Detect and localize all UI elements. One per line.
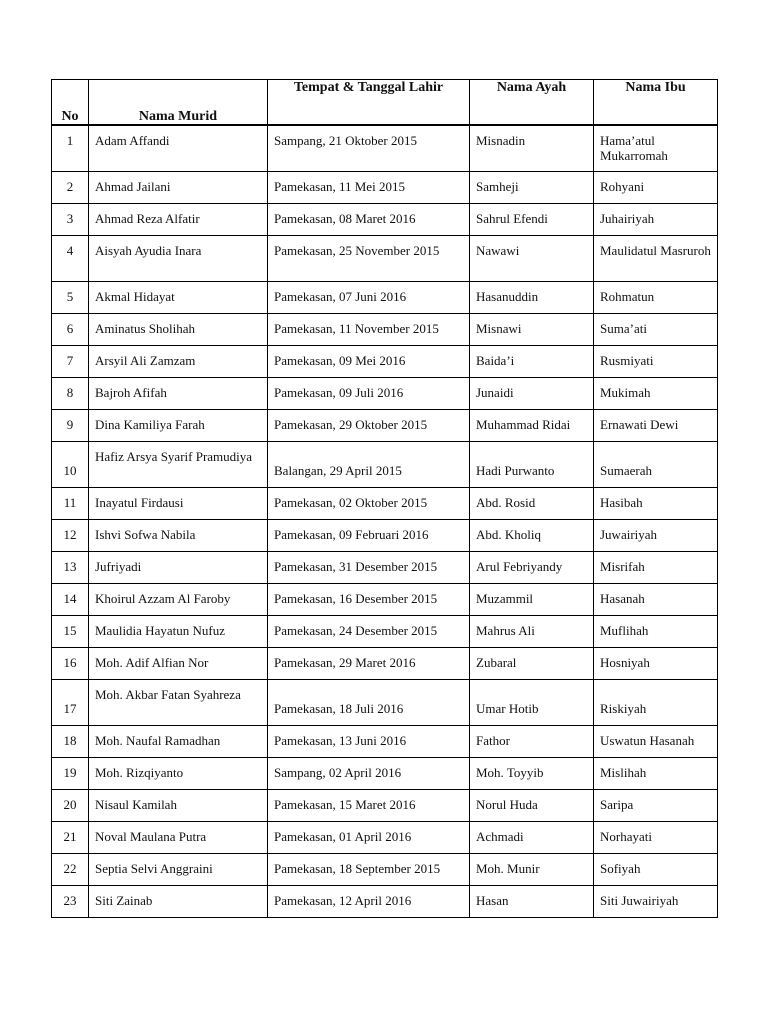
cell-nama-ayah-text: Muhammad Ridai (476, 417, 571, 432)
cell-tempat-tanggal-lahir-text: Pamekasan, 29 Maret 2016 (274, 655, 416, 670)
cell-no (52, 758, 89, 790)
table-row (52, 584, 718, 616)
cell-tempat-tanggal-lahir (268, 822, 470, 854)
cell-nama-ibu (594, 886, 718, 918)
table-row (52, 886, 718, 918)
cell-nama-ibu (594, 584, 718, 616)
cell-nama-murid (89, 854, 268, 886)
cell-nama-ayah (470, 488, 594, 520)
table-row (52, 282, 718, 314)
cell-nama-ayah-text: Fathor (476, 733, 510, 748)
cell-nama-ayah (470, 616, 594, 648)
cell-nama-murid (89, 346, 268, 378)
cell-nama-ayah-text: Arul Febriyandy (476, 559, 563, 574)
cell-nama-murid (89, 758, 268, 790)
cell-no-text: 2 (66, 179, 74, 194)
cell-nama-murid-text: Bajroh Afifah (95, 385, 167, 400)
cell-nama-ibu-text: Muflihah (600, 623, 649, 638)
header-no: No (52, 80, 89, 126)
cell-no-text: 6 (66, 321, 74, 336)
cell-tempat-tanggal-lahir (268, 758, 470, 790)
cell-no-text: 7 (66, 353, 74, 368)
cell-nama-ibu (594, 552, 718, 584)
cell-nama-murid-text: Arsyil Ali Zamzam (95, 353, 196, 368)
cell-nama-ayah (470, 410, 594, 442)
table-row (52, 680, 718, 726)
cell-nama-ibu (594, 488, 718, 520)
cell-nama-ibu (594, 314, 718, 346)
cell-tempat-tanggal-lahir (268, 552, 470, 584)
cell-nama-ibu-text: Saripa (600, 797, 634, 812)
cell-nama-murid-text: Moh. Adif Alfian Nor (95, 655, 209, 670)
table-row (52, 520, 718, 552)
cell-nama-murid (89, 616, 268, 648)
cell-nama-ayah (470, 520, 594, 552)
cell-nama-ayah (470, 282, 594, 314)
cell-tempat-tanggal-lahir (268, 442, 470, 488)
cell-no-text: 20 (63, 797, 77, 812)
cell-nama-ayah-text: Hadi Purwanto (476, 463, 555, 478)
cell-tempat-tanggal-lahir (268, 520, 470, 552)
cell-nama-ibu (594, 125, 718, 172)
cell-nama-murid (89, 790, 268, 822)
cell-nama-ibu-text: Siti Juwairiyah (600, 893, 679, 908)
cell-nama-ibu-text: Uswatun Hasanah (600, 733, 695, 748)
table-row (52, 758, 718, 790)
cell-nama-ibu (594, 726, 718, 758)
cell-nama-ibu-text: Maulidatul Masruroh (600, 243, 711, 258)
cell-nama-ayah (470, 125, 594, 172)
cell-no (52, 552, 89, 584)
cell-nama-ayah (470, 822, 594, 854)
cell-nama-ayah-text: Hasan (476, 893, 509, 908)
cell-nama-murid (89, 125, 268, 172)
cell-nama-ibu (594, 520, 718, 552)
cell-no-text: 10 (63, 463, 77, 478)
table-row (52, 125, 718, 172)
cell-nama-ibu (594, 758, 718, 790)
cell-tempat-tanggal-lahir-text: Pamekasan, 11 Mei 2015 (274, 179, 405, 194)
cell-tempat-tanggal-lahir (268, 648, 470, 680)
cell-no-text: 8 (66, 385, 74, 400)
cell-nama-ayah-text: Moh. Toyyib (476, 765, 544, 780)
cell-no-text: 19 (63, 765, 77, 780)
cell-nama-ibu (594, 410, 718, 442)
cell-nama-ayah-text: Moh. Munir (476, 861, 540, 876)
cell-nama-ibu (594, 822, 718, 854)
cell-nama-ayah-text: Umar Hotib (476, 701, 539, 716)
cell-no (52, 726, 89, 758)
cell-tempat-tanggal-lahir (268, 346, 470, 378)
table-row (52, 346, 718, 378)
cell-nama-ibu-text: Suma’ati (600, 321, 647, 336)
cell-nama-ibu-text: Hama’atul Mukarromah (600, 133, 668, 163)
cell-nama-ibu (594, 282, 718, 314)
cell-no-text: 21 (63, 829, 77, 844)
cell-nama-ibu (594, 680, 718, 726)
cell-no (52, 410, 89, 442)
cell-no (52, 488, 89, 520)
cell-nama-murid (89, 726, 268, 758)
cell-no (52, 616, 89, 648)
cell-nama-ayah-text: Nawawi (476, 243, 520, 258)
cell-nama-murid (89, 236, 268, 282)
table-row (52, 172, 718, 204)
cell-tempat-tanggal-lahir-text: Pamekasan, 13 Juni 2016 (274, 733, 407, 748)
cell-nama-murid (89, 648, 268, 680)
cell-tempat-tanggal-lahir (268, 680, 470, 726)
table-row (52, 236, 718, 282)
cell-no (52, 125, 89, 172)
cell-nama-ayah (470, 886, 594, 918)
cell-nama-ayah (470, 790, 594, 822)
cell-nama-ayah (470, 726, 594, 758)
cell-no (52, 378, 89, 410)
cell-nama-murid-text: Aminatus Sholihah (95, 321, 196, 336)
cell-nama-ibu (594, 442, 718, 488)
cell-no-text: 22 (63, 861, 77, 876)
cell-nama-ayah-text: Baida’i (476, 353, 515, 368)
cell-nama-murid (89, 282, 268, 314)
cell-no-text: 11 (63, 495, 77, 510)
header-nama-ibu: Nama Ibu (594, 80, 718, 126)
cell-nama-ayah (470, 584, 594, 616)
cell-tempat-tanggal-lahir (268, 410, 470, 442)
cell-nama-ayah (470, 552, 594, 584)
cell-nama-ayah-text: Abd. Kholiq (476, 527, 541, 542)
cell-no (52, 442, 89, 488)
cell-no (52, 886, 89, 918)
cell-tempat-tanggal-lahir-text: Pamekasan, 01 April 2016 (274, 829, 412, 844)
cell-nama-ayah-text: Mahrus Ali (476, 623, 535, 638)
cell-no (52, 282, 89, 314)
cell-nama-murid-text: Siti Zainab (95, 893, 153, 908)
cell-nama-ayah-text: Junaidi (476, 385, 514, 400)
cell-nama-murid (89, 552, 268, 584)
cell-tempat-tanggal-lahir-text: Pamekasan, 02 Oktober 2015 (274, 495, 428, 510)
cell-nama-ayah-text: Sahrul Efendi (476, 211, 548, 226)
cell-no (52, 854, 89, 886)
cell-nama-ibu-text: Hosniyah (600, 655, 650, 670)
table-row (52, 726, 718, 758)
cell-nama-ayah (470, 204, 594, 236)
cell-nama-ibu-text: Sofiyah (600, 861, 641, 876)
cell-tempat-tanggal-lahir (268, 125, 470, 172)
cell-nama-ibu-text: Ernawati Dewi (600, 417, 679, 432)
cell-nama-ibu-text: Juwairiyah (600, 527, 658, 542)
cell-nama-murid (89, 204, 268, 236)
cell-no-text: 9 (66, 417, 74, 432)
cell-tempat-tanggal-lahir-text: Pamekasan, 29 Oktober 2015 (274, 417, 428, 432)
table-row (52, 410, 718, 442)
table-row (52, 790, 718, 822)
cell-nama-murid-text: Noval Maulana Putra (95, 829, 207, 844)
cell-nama-murid-text: Moh. Naufal Ramadhan (95, 733, 221, 748)
cell-nama-ibu (594, 236, 718, 282)
cell-nama-murid-text: Maulidia Hayatun Nufuz (95, 623, 225, 638)
cell-no-text: 18 (63, 733, 77, 748)
cell-nama-ibu (594, 346, 718, 378)
student-table (51, 79, 718, 918)
cell-tempat-tanggal-lahir (268, 854, 470, 886)
cell-tempat-tanggal-lahir-text: Pamekasan, 09 Februari 2016 (274, 527, 429, 542)
cell-nama-murid (89, 378, 268, 410)
cell-nama-ibu (594, 204, 718, 236)
table-row (52, 378, 718, 410)
cell-nama-murid-text: Ishvi Sofwa Nabila (95, 527, 196, 542)
cell-tempat-tanggal-lahir-text: Pamekasan, 08 Maret 2016 (274, 211, 416, 226)
header-nama-ayah: Nama Ayah (470, 80, 594, 126)
cell-nama-ibu-text: Norhayati (600, 829, 652, 844)
cell-tempat-tanggal-lahir-text: Pamekasan, 11 November 2015 (274, 321, 439, 336)
cell-nama-ayah-text: Misnadin (476, 133, 526, 148)
cell-nama-ayah (470, 236, 594, 282)
cell-tempat-tanggal-lahir-text: Pamekasan, 31 Desember 2015 (274, 559, 438, 574)
header-nama-murid: Nama Murid (89, 80, 268, 126)
cell-no-text: 23 (63, 893, 77, 908)
cell-nama-ibu-text: Juhairiyah (600, 211, 655, 226)
cell-nama-ayah-text: Zubaral (476, 655, 517, 670)
table-row (52, 204, 718, 236)
cell-tempat-tanggal-lahir-text: Pamekasan, 25 November 2015 (274, 243, 440, 258)
cell-nama-murid-text: Aisyah Ayudia Inara (95, 243, 202, 258)
cell-nama-ibu-text: Rusmiyati (600, 353, 654, 368)
cell-tempat-tanggal-lahir (268, 726, 470, 758)
table-body (52, 125, 718, 918)
cell-nama-ibu-text: Rohyani (600, 179, 645, 194)
cell-no-text: 14 (63, 591, 77, 606)
cell-tempat-tanggal-lahir (268, 584, 470, 616)
cell-no-text: 17 (63, 701, 77, 716)
cell-nama-ayah-text: Misnawi (476, 321, 522, 336)
table-row (52, 314, 718, 346)
cell-tempat-tanggal-lahir-text: Sampang, 21 Oktober 2015 (274, 133, 417, 148)
cell-nama-ayah (470, 346, 594, 378)
header-tempat-tanggal-lahir: Tempat & Tanggal Lahir (268, 80, 470, 126)
cell-tempat-tanggal-lahir (268, 282, 470, 314)
cell-no-text: 12 (63, 527, 77, 542)
cell-nama-ibu-text: Hasanah (600, 591, 645, 606)
table-row (52, 854, 718, 886)
cell-nama-ayah-text: Samheji (476, 179, 519, 194)
cell-nama-ayah (470, 854, 594, 886)
cell-nama-ibu-text: Rohmatun (600, 289, 655, 304)
cell-no-text: 1 (66, 133, 74, 148)
cell-tempat-tanggal-lahir-text: Sampang, 02 April 2016 (274, 765, 402, 780)
table-row (52, 552, 718, 584)
cell-nama-ibu-text: Misrifah (600, 559, 645, 574)
cell-tempat-tanggal-lahir-text: Pamekasan, 07 Juni 2016 (274, 289, 407, 304)
table-row (52, 616, 718, 648)
cell-tempat-tanggal-lahir-text: Pamekasan, 15 Maret 2016 (274, 797, 416, 812)
cell-nama-murid-text: Adam Affandi (95, 133, 170, 148)
cell-nama-ibu (594, 616, 718, 648)
cell-no (52, 204, 89, 236)
cell-nama-murid (89, 442, 268, 488)
cell-nama-murid (89, 584, 268, 616)
cell-no-text: 5 (66, 289, 74, 304)
cell-nama-ayah (470, 172, 594, 204)
cell-nama-murid (89, 172, 268, 204)
table-row (52, 822, 718, 854)
cell-nama-murid (89, 410, 268, 442)
cell-nama-murid-text: Nisaul Kamilah (95, 797, 177, 812)
cell-nama-murid (89, 314, 268, 346)
table-row (52, 488, 718, 520)
cell-no (52, 790, 89, 822)
cell-nama-ibu-text: Sumaerah (600, 463, 652, 478)
cell-nama-murid-text: Akmal Hidayat (95, 289, 175, 304)
cell-tempat-tanggal-lahir (268, 616, 470, 648)
cell-tempat-tanggal-lahir (268, 886, 470, 918)
cell-nama-ayah-text: Muzammil (476, 591, 534, 606)
cell-nama-ayah (470, 758, 594, 790)
cell-nama-ibu (594, 790, 718, 822)
cell-tempat-tanggal-lahir (268, 378, 470, 410)
cell-tempat-tanggal-lahir-text: Pamekasan, 12 April 2016 (274, 893, 412, 908)
table-row (52, 442, 718, 488)
cell-nama-ibu-text: Mislihah (600, 765, 647, 780)
cell-no-text: 13 (63, 559, 77, 574)
cell-tempat-tanggal-lahir-text: Pamekasan, 18 Juli 2016 (274, 701, 404, 716)
cell-nama-murid (89, 886, 268, 918)
cell-nama-murid-text: Khoirul Azzam Al Faroby (95, 591, 231, 606)
cell-tempat-tanggal-lahir (268, 172, 470, 204)
cell-nama-ayah (470, 680, 594, 726)
cell-no (52, 584, 89, 616)
cell-nama-murid-text: Hafiz Arsya Syarif Pramudiya (95, 449, 253, 464)
cell-no (52, 172, 89, 204)
cell-no (52, 314, 89, 346)
cell-tempat-tanggal-lahir-text: Pamekasan, 09 Mei 2016 (274, 353, 406, 368)
cell-nama-ayah-text: Abd. Rosid (476, 495, 536, 510)
cell-no (52, 236, 89, 282)
cell-no (52, 346, 89, 378)
cell-nama-ibu (594, 648, 718, 680)
cell-tempat-tanggal-lahir (268, 204, 470, 236)
table-header (52, 80, 718, 126)
cell-nama-murid-text: Dina Kamiliya Farah (95, 417, 205, 432)
cell-no (52, 680, 89, 726)
cell-nama-murid (89, 680, 268, 726)
cell-nama-ayah (470, 314, 594, 346)
cell-nama-ayah (470, 378, 594, 410)
cell-nama-ibu (594, 378, 718, 410)
cell-tempat-tanggal-lahir (268, 488, 470, 520)
cell-nama-ibu-text: Hasibah (600, 495, 643, 510)
cell-tempat-tanggal-lahir (268, 790, 470, 822)
cell-nama-ibu (594, 172, 718, 204)
table-row (52, 648, 718, 680)
cell-nama-murid-text: Inayatul Firdausi (95, 495, 184, 510)
cell-no-text: 4 (66, 243, 74, 258)
cell-nama-ayah-text: Norul Huda (476, 797, 538, 812)
cell-no (52, 822, 89, 854)
cell-no-text: 15 (63, 623, 77, 638)
cell-nama-ayah (470, 648, 594, 680)
cell-nama-ayah (470, 442, 594, 488)
cell-no-text: 16 (63, 655, 77, 670)
cell-tempat-tanggal-lahir-text: Pamekasan, 18 September 2015 (274, 861, 441, 876)
cell-nama-murid-text: Jufriyadi (95, 559, 142, 574)
cell-tempat-tanggal-lahir-text: Pamekasan, 16 Desember 2015 (274, 591, 438, 606)
cell-no (52, 520, 89, 552)
cell-tempat-tanggal-lahir-text: Pamekasan, 09 Juli 2016 (274, 385, 404, 400)
header-row (52, 80, 718, 126)
cell-tempat-tanggal-lahir-text: Balangan, 29 April 2015 (274, 463, 402, 478)
cell-nama-ibu-text: Mukimah (600, 385, 651, 400)
cell-nama-ibu-text: Riskiyah (600, 701, 647, 716)
cell-nama-murid-text: Moh. Rizqiyanto (95, 765, 184, 780)
cell-nama-murid-text: Moh. Akbar Fatan Syahreza (95, 687, 241, 702)
cell-nama-murid (89, 488, 268, 520)
cell-no-text: 3 (66, 211, 74, 226)
cell-nama-ayah-text: Hasanuddin (476, 289, 539, 304)
cell-nama-murid-text: Septia Selvi Anggraini (95, 861, 213, 876)
cell-nama-murid (89, 520, 268, 552)
cell-tempat-tanggal-lahir (268, 314, 470, 346)
cell-nama-ibu (594, 854, 718, 886)
cell-no (52, 648, 89, 680)
cell-tempat-tanggal-lahir-text: Pamekasan, 24 Desember 2015 (274, 623, 438, 638)
cell-nama-murid-text: Ahmad Reza Alfatir (95, 211, 200, 226)
cell-nama-murid-text: Ahmad Jailani (95, 179, 171, 194)
cell-tempat-tanggal-lahir (268, 236, 470, 282)
cell-nama-murid (89, 822, 268, 854)
cell-nama-ayah-text: Achmadi (476, 829, 524, 844)
